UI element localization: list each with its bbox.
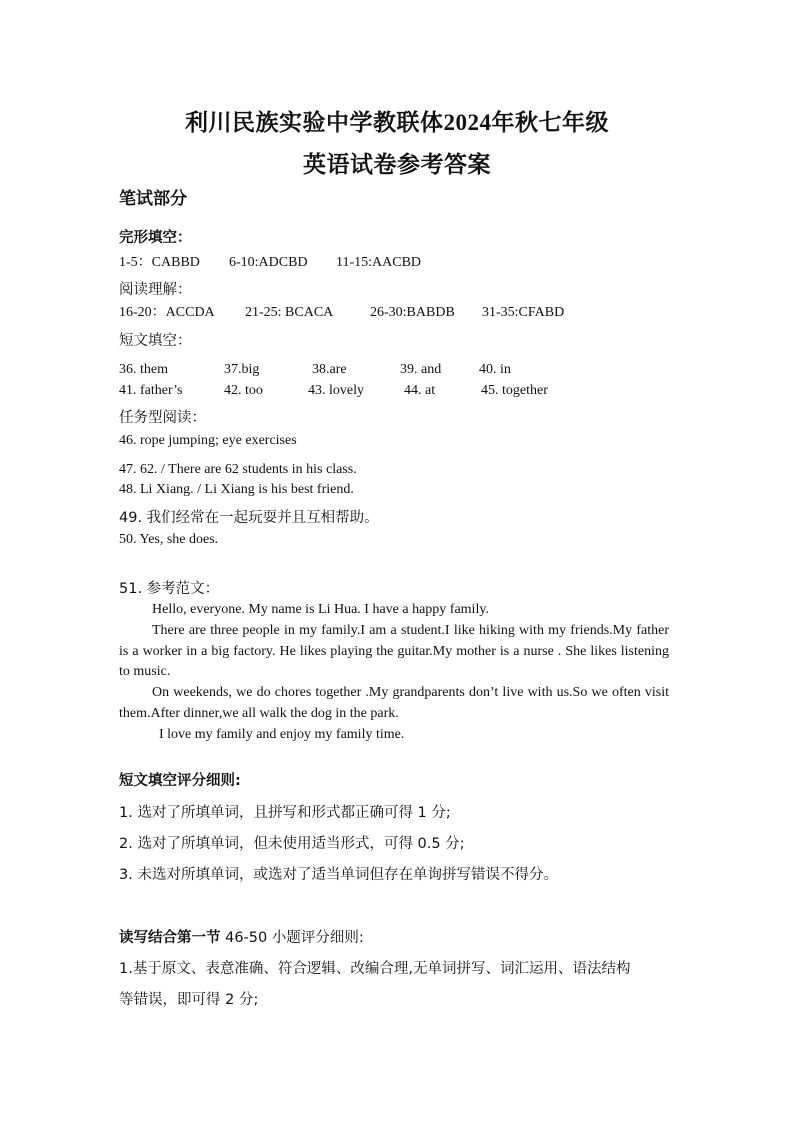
task-answer-49: 49. 我们经常在一起玩耍并且互相帮助。 bbox=[119, 510, 379, 526]
essay-paragraph-2: There are three people in my family.I am a student.I like hiking with my friends.My father is a worker in a big factory. He likes playing the guitar.My mother is a nurse . She likes listening to music. bbox=[119, 622, 669, 680]
reading-answer-1: 16-20：ACCDA bbox=[119, 305, 215, 320]
gapfill-rule-1: 1. 选对了所填单词，且拼写和形式都正确可得 1 分; bbox=[119, 805, 451, 821]
gapfill-answer-44: 44. at bbox=[404, 383, 436, 398]
essay-heading: 51. 参考范文： bbox=[119, 581, 220, 597]
gapfill-answer-45: 45. together bbox=[481, 383, 548, 398]
task-reading-heading: 任务型阅读： bbox=[119, 410, 206, 426]
essay-paragraph-1: Hello, everyone. My name is Li Hua. I have a happy family. bbox=[152, 602, 489, 617]
reading-answer-2: 21-25: BCACA bbox=[245, 305, 334, 320]
cloze-answer-2: 6-10:ADCBD bbox=[229, 255, 308, 270]
cloze-answer-1: 1-5：CABBD bbox=[119, 255, 200, 270]
gapfill-heading: 短文填空： bbox=[119, 333, 192, 349]
gapfill-answer-38: 38.are bbox=[312, 362, 347, 377]
section-written-heading: 笔试部分 bbox=[119, 189, 187, 209]
gapfill-answer-41: 41. father’s bbox=[119, 383, 183, 398]
cloze-answer-3: 11-15:AACBD bbox=[336, 255, 422, 270]
task-answer-48: 48. Li Xiang. / Li Xiang is his best friend. bbox=[119, 482, 354, 497]
gapfill-answer-39: 39. and bbox=[400, 362, 442, 377]
task-answer-46: 46. rope jumping; eye exercises bbox=[119, 433, 297, 448]
reading-heading: 阅读理解： bbox=[119, 282, 192, 298]
task-answer-47: 47. 62. / There are 62 students in his class. bbox=[119, 462, 357, 477]
title-line-2: 英语试卷参考答案 bbox=[303, 152, 491, 177]
gapfill-answer-40: 40. in bbox=[479, 362, 511, 377]
gapfill-answer-36: 36. them bbox=[119, 362, 168, 377]
cloze-heading: 完形填空： bbox=[119, 230, 192, 246]
gapfill-rule-3: 3. 未选对所填单词，或选对了适当单词但存在单询拼写错误不得分。 bbox=[119, 867, 558, 883]
rw-rule-1-line-1: 1.基于原文、表意准确、符合逻辑、改编合理,无单词拼写、词汇运用、语法结构 bbox=[119, 961, 631, 977]
model-essay bbox=[119, 600, 669, 746]
rw-rules-heading bbox=[119, 928, 364, 948]
reading-answer-3: 26-30:BABDB bbox=[370, 305, 455, 320]
task-answer-50: 50. Yes, she does. bbox=[119, 532, 219, 547]
gapfill-rule-2: 2. 选对了所填单词，但未使用适当形式，可得 0.5 分; bbox=[119, 836, 465, 852]
rw-rules-heading-rest: 46-50 小题评分细则: bbox=[220, 930, 364, 946]
rw-rules-heading-bold: 读写结合第一节 bbox=[119, 930, 221, 946]
essay-paragraph-3: On weekends, we do chores together .My grandparents don’t live with us.So we often visit them.After dinner,we all walk the dog in the park. bbox=[119, 685, 669, 721]
gapfill-rules-heading: 短文填空评分细则: bbox=[119, 773, 241, 789]
essay-paragraph-4: I love my family and enjoy my family time. bbox=[159, 726, 405, 742]
gapfill-answer-43: 43. lovely bbox=[308, 383, 364, 398]
gapfill-answer-37: 37.big bbox=[224, 362, 260, 377]
gapfill-answer-42: 42. too bbox=[224, 383, 263, 398]
reading-answer-4: 31-35:CFABD bbox=[482, 305, 565, 320]
title-line-1: 利川民族实验中学教联体2024年秋七年级 bbox=[185, 110, 609, 135]
rw-rule-1-line-2: 等错误，即可得 2 分; bbox=[119, 992, 259, 1008]
